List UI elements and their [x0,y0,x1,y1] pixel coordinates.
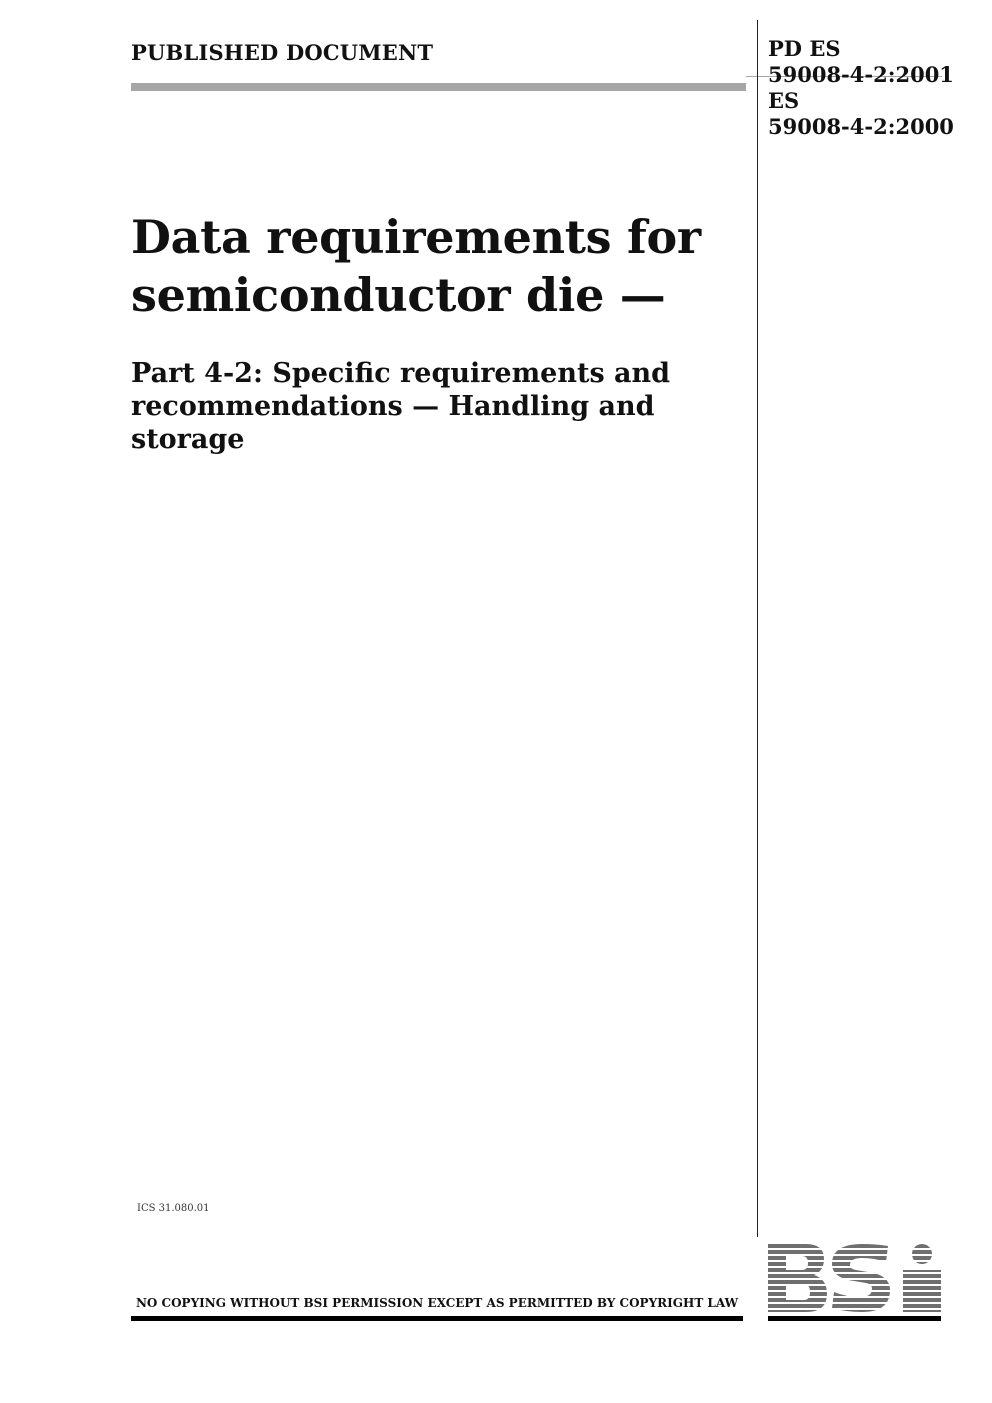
document-part-title: Part 4-2: Specific requirements and recommendations — Handling and storage [131,358,671,455]
published-document-label: PUBLISHED DOCUMENT [131,40,434,65]
ics-code: ICS 31.080.01 [137,1203,210,1214]
copyright-notice: NO COPYING WITHOUT BSI PERMISSION EXCEPT AS PERMITTED BY COPYRIGHT LAW [135,1296,739,1310]
doc-number-line: ES [768,88,800,113]
logo-black-rule [768,1316,941,1321]
footer-black-rule [131,1316,743,1321]
document-title: Data requirements for semiconductor die — [131,210,701,322]
column-divider [757,20,758,1237]
document-number-block [768,36,954,140]
bsi-logo-icon [768,1244,941,1312]
doc-number-line: PD ES [768,36,841,61]
doc-number-line: 59008-4-2:2001 [768,62,954,87]
header-grey-rule [131,83,746,91]
doc-number-line: 59008-4-2:2000 [768,114,954,139]
